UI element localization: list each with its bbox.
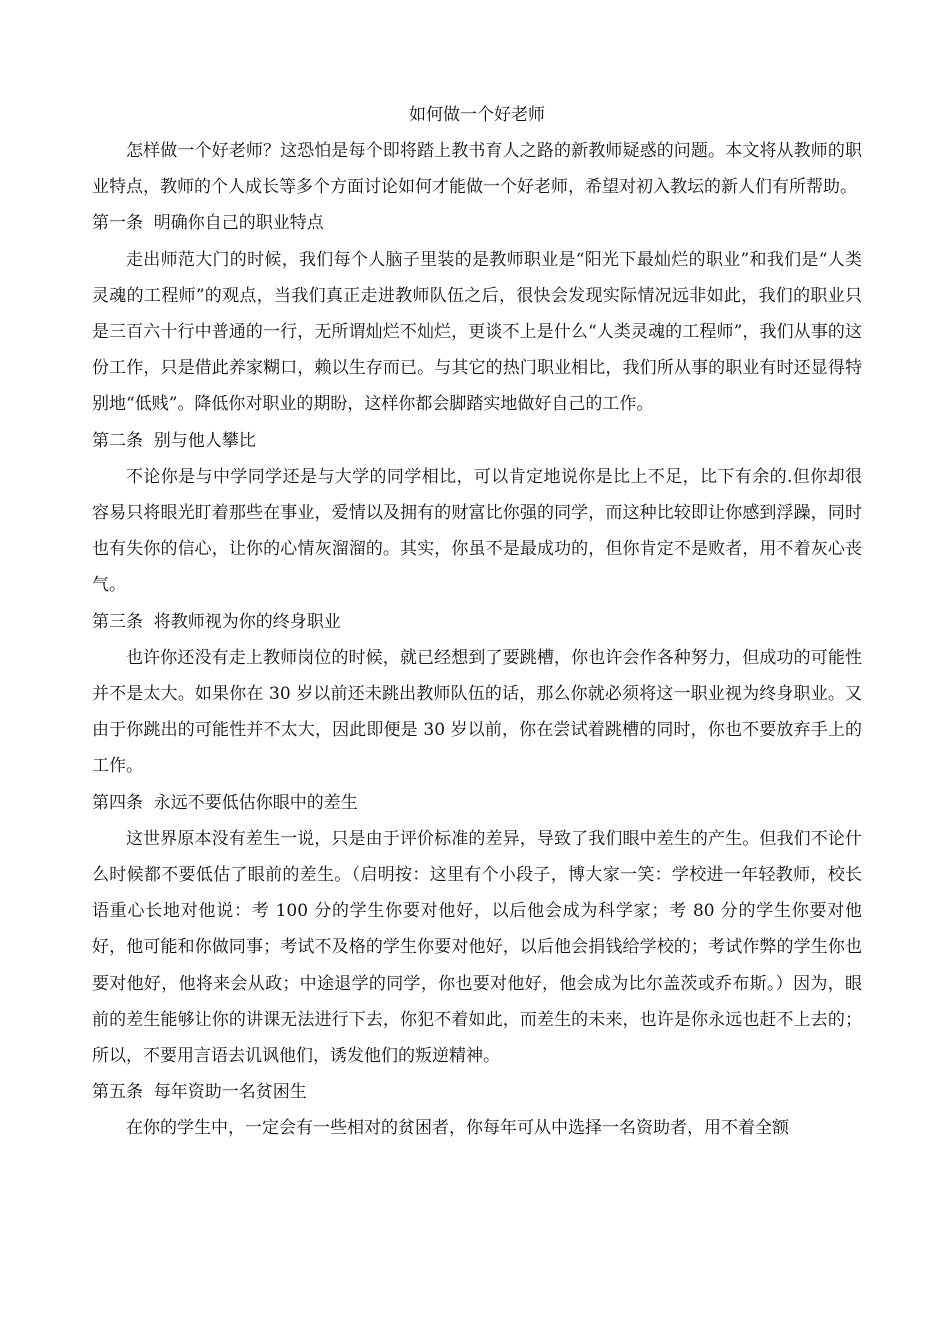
section-body-2: 不论你是与中学同学还是与大学的同学相比，可以肯定地说你是比上不足，比下有余的.但你却很容易只将眼光盯着那些在事业，爱情以及拥有的财富比你强的同学，而这种比较即让你感到浮躁，同时也有失你的信心，让你的心情灰溜溜的。其实，你虽不是最成功的，但你肯定不是败者，用不着灰心丧气。 — [92, 466, 862, 596]
section-body-1: 走出师范大门的时候，我们每个人脑子里装的是教师职业是“阳光下最灿烂的职业”和我们是“人类灵魂的工程师”的观点，当我们真正走进教师队伍之后，很快会发现实际情况远非如此，我们的职业只是三百六十行中普通的一行，无所谓灿烂不灿烂，更谈不上是什么“人类灵魂的工程师”，我们从事的这份工作，只是借此养家糊口，赖以生存而已。与其它的热门职业相比，我们所从事的职业有时还显得特别地“低贱”。降低你对职业的期盼，这样你都会脚踏实地做好自己的工作。 — [92, 249, 862, 415]
section-body-4: 这世界原本没有差生一说，只是由于评价标准的差异，导致了我们眼中差生的产生。但我们不论什么时候都不要低估了眼前的差生。（启明按：这里有个小段子，博大家一笑：学校进一年轻教师，校长语重心长地对他说：考 100 分的学生你要对他好，以后他会成为科学家；考 80 分的学生你要对他好，他可能和你做同事；考试不及格的学生你要对他好，以后他会捐钱给学校的；考试作弊的学生你也要对他好，他将来会从政；中途退学的同学，你也要对他好，他会成为比尔盖茨或乔布斯。）因为，眼前的差生能够让你的讲课无法进行下去，你犯不着如此，而差生的未来，也许是你永远也赶不上去的；所以，不要用言语去讥讽他们，诱发他们的叛逆精神。 — [92, 828, 862, 1067]
section-heading-5: 第五条 每年资助一名贫困生 — [92, 1082, 307, 1103]
document-body — [92, 97, 862, 1147]
section-heading-1: 第一条 明确你自己的职业特点 — [92, 213, 324, 234]
section-heading-3: 第三条 将教师视为你的终身职业 — [92, 611, 341, 632]
section-body-3: 也许你还没有走上教师岗位的时候，就已经想到了要跳槽，你也许会作各种努力，但成功的可能性并不是太大。如果你在 30 岁以前还未跳出教师队伍的话，那么你就必须将这一职业视为终身职业。又由于你跳出的可能性并不太大，因此即便是 30 岁以前，你在尝试着跳槽的同时，你也不要放弃手上的工作。 — [92, 647, 862, 777]
intro-paragraph: 怎样做一个好老师？这恐怕是每个即将踏上教书育人之路的新教师疑惑的问题。本文将从教师的职业特点，教师的个人成长等多个方面讨论如何才能做一个好老师，希望对初入教坛的新人们有所帮助。 — [92, 141, 862, 198]
section-body-5: 在你的学生中，一定会有一些相对的贫困者，你每年可从中选择一名资助者，用不着全额 — [126, 1118, 789, 1139]
document-title: 如何做一个好老师 — [409, 105, 545, 125]
section-heading-4: 第四条 永远不要低估你眼中的差生 — [92, 792, 358, 813]
section-heading-2: 第二条 别与他人攀比 — [92, 430, 256, 451]
